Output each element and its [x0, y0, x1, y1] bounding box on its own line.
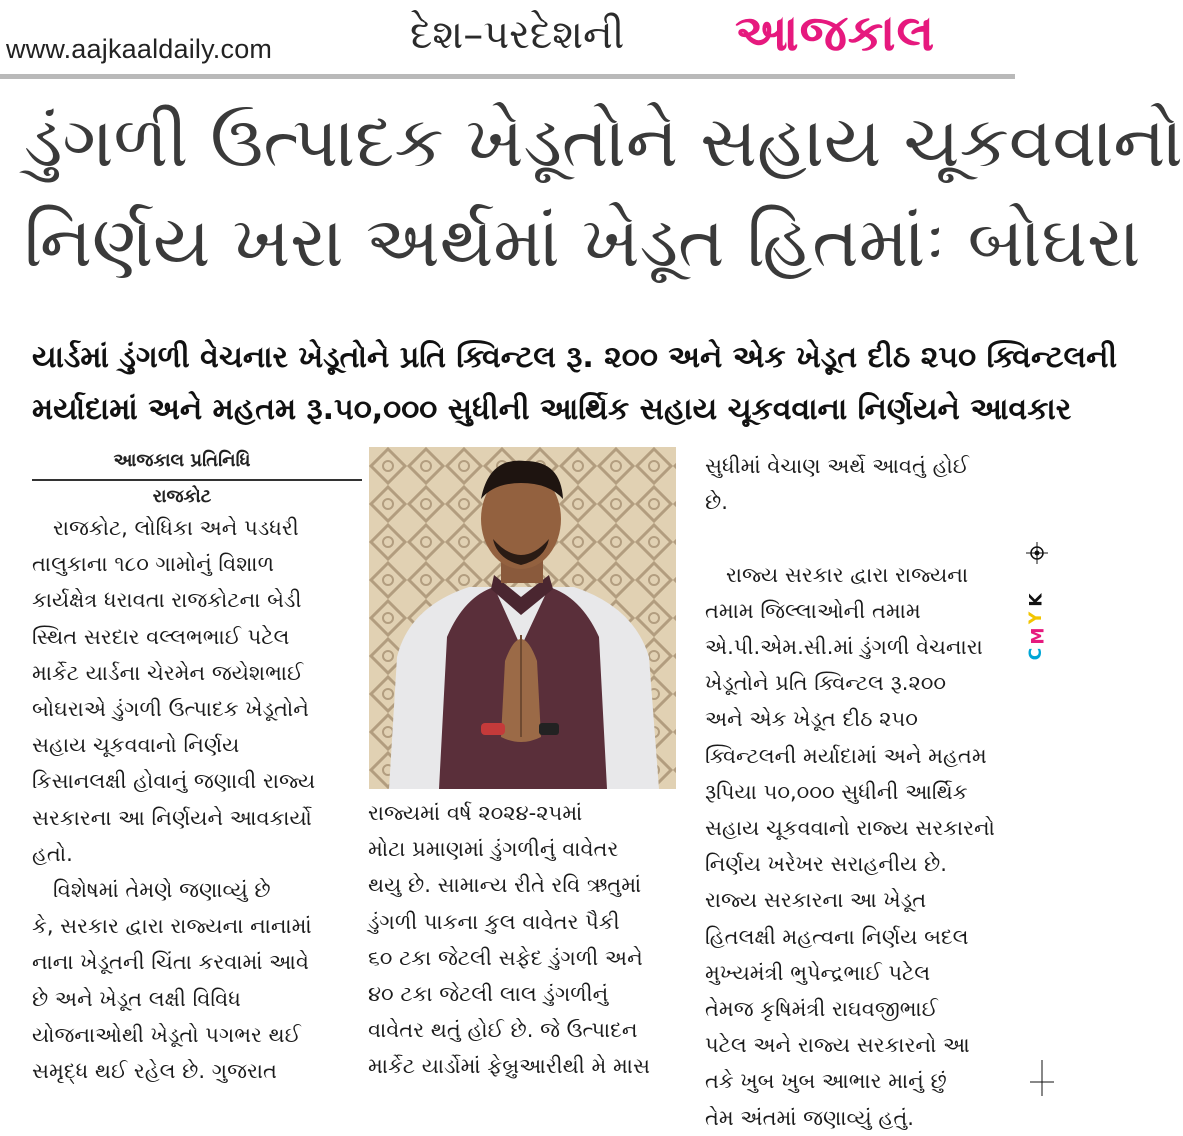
article-line: અને એક ખેડૂત દીઠ ૨૫૦	[705, 707, 918, 732]
headline-line-2: નિર્ણય ખરા અર્થમાં ખેડૂત હિતમાંઃ બોઘરા	[24, 201, 1141, 283]
article-line: છે અને ખેડૂત લક્ષી વિવિધ	[32, 986, 241, 1011]
article-line	[705, 520, 1025, 556]
article-line: રાજકોટ, લોધિકા અને પડધરી	[32, 516, 299, 540]
portrait-illustration	[369, 447, 676, 789]
article-line: એ.પી.એમ.સી.માં ડુંગળી વેચનારા	[705, 635, 983, 660]
subheadline-line-1: યાર્ડમાં ડુંગળી વેચનાર ખેડૂતોને પ્રતિ ક્વિન્ટલ રૂ. ૨૦૦ અને એક ખેડૂત દીઠ ૨૫૦ ક્વિન્ટલની	[32, 340, 1118, 375]
article-line: છે.	[705, 490, 728, 515]
byline-rule	[32, 479, 362, 481]
article-line: પટેલ અને રાજ્ય સરકારનો આ	[705, 1033, 970, 1058]
article-line: સરકારના આ નિર્ણયને આવકાર્યો	[32, 805, 312, 830]
article-line: મોટા પ્રમાણમાં ડુંગળીનું વાવેતર	[368, 837, 619, 862]
cmyk-y: Y	[1026, 611, 1047, 625]
article-line: રાજ્ય સરકાર દ્વારા રાજ્યના	[705, 562, 969, 587]
article-line: હિતલક્ષી મહત્વના નિર્ણય બદલ	[705, 924, 969, 949]
subheadline	[32, 332, 1118, 436]
article-photo	[369, 447, 676, 789]
article-line: ડુંગળી પાકના કુલ વાવેતર પૈકી	[368, 909, 620, 934]
subheadline-line-2: મર્યાદામાં અને મહતમ રૂ.૫૦,૦૦૦ સુધીની આર્થિક સહાય ચૂકવવાના નિર્ણયને આવકાર	[32, 392, 1072, 427]
site-url[interactable]: www.aajkaaldaily.com	[6, 34, 273, 64]
article-line: મુખ્યમંત્રી ભુપેન્દ્રભાઈ પટેલ	[705, 960, 931, 985]
article-line: નાના ખેડૂતની ચિંતા કરવામાં આવે	[32, 950, 309, 975]
article-line: માર્કેટ યાર્ડોમાં ફેબ્રુઆરીથી મે માસ	[368, 1054, 650, 1079]
article-line: રાજ્યમાં વર્ષ ૨૦૨૪-૨૫માં	[368, 801, 583, 825]
article-line: સહાય ચૂકવવાનો નિર્ણય	[32, 733, 240, 758]
article-line: ક્વિન્ટલની મર્યાદામાં અને મહતમ	[705, 743, 987, 768]
masthead-rule	[0, 74, 1015, 79]
article-line: યોજનાઓથી ખેડૂતો પગભર થઈ	[32, 1022, 301, 1047]
article-line: ૪૦ ટકા જેટલી લાલ ડુંગળીનું	[368, 982, 609, 1007]
byline-author: આજકાલ પ્રતિનિધિ	[113, 450, 251, 471]
cmyk-c: C	[1026, 647, 1047, 661]
article-line: રૂપિયા ૫૦,૦૦૦ સુધીની આર્થિક	[705, 779, 968, 804]
section-title: દેશ–પરદેશની	[410, 12, 625, 58]
headline	[24, 92, 1183, 292]
article-line: તેમજ કૃષિમંત્રી રાઘવજીભાઈ	[705, 997, 938, 1022]
article-line: વિશેષમાં તેમણે જણાવ્યું છે	[32, 878, 271, 903]
cmyk-m: M	[1028, 627, 1049, 645]
article-line: ૬૦ ટકા જેટલી સફેદ ડુંગળી અને	[368, 945, 643, 970]
newspaper-logo: આજકાલ	[735, 4, 936, 62]
article-line: કાર્યક્ષેત્ર ધરાવતા રાજકોટના બેડી	[32, 588, 302, 613]
article-line: તેમ અંતમાં જણાવ્યું હતું.	[705, 1105, 914, 1130]
article-line: સ્થિત સરદાર વલ્લભભાઈ પટેલ	[32, 624, 290, 649]
article-line: માર્કેટ યાર્ડના ચેરમેન જયેશભાઈ	[32, 660, 304, 685]
article-line: તકે ખુબ ખુબ આભાર માનું છું	[705, 1069, 947, 1094]
byline-place: રાજકોટ	[152, 486, 212, 507]
masthead	[0, 0, 1080, 80]
article-line: કિસાનલક્ષી હોવાનું જણાવી રાજ્ય	[32, 769, 316, 794]
article-line: બોઘરાએ ડુંગળી ઉત્પાદક ખેડૂતોને	[32, 697, 309, 722]
headline-line-1: ડુંગળી ઉત્પાદક ખેડૂતોને સહાય ચૂકવવાનો	[24, 101, 1183, 183]
article-line: તાલુકાના ૧૮૦ ગામોનું વિશાળ	[32, 552, 274, 577]
registration-mark-icon	[1026, 542, 1048, 564]
article-line: કે, સરકાર દ્વારા રાજ્યના નાનામાં	[32, 914, 312, 939]
article-column-2	[368, 795, 688, 1085]
article-column-3	[705, 448, 1025, 1136]
cmyk-k: K	[1026, 593, 1047, 607]
crop-mark-icon	[1030, 1060, 1054, 1096]
article-line: તમામ જિલ્લાઓની તમામ	[705, 598, 921, 623]
article-line: સમૃદ્ધ થઈ રહેલ છે. ગુજરાત	[32, 1059, 277, 1084]
article-line: રાજ્ય સરકારના આ ખેડૂત	[705, 888, 927, 913]
cmyk-color-bar	[1026, 582, 1052, 662]
article-line: સહાય ચૂકવવાનો રાજ્ય સરકારનો	[705, 816, 995, 841]
article-line: હતો.	[32, 841, 73, 866]
article-line: સુધીમાં વેચાણ અર્થે આવતું હોઈ	[705, 454, 970, 478]
article-column-1	[32, 510, 362, 1089]
article-line: નિર્ણય ખરેખર સરાહનીય છે.	[705, 852, 947, 877]
article-line: વાવેતર થતું હોઈ છે. જે ઉત્પાદન	[368, 1018, 638, 1043]
article-line: ખેડૂતોને પ્રતિ ક્વિન્ટલ રૂ.૨૦૦	[705, 671, 947, 696]
article-line: થયુ છે. સામાન્ય રીતે રવિ ઋતુમાં	[368, 873, 642, 898]
